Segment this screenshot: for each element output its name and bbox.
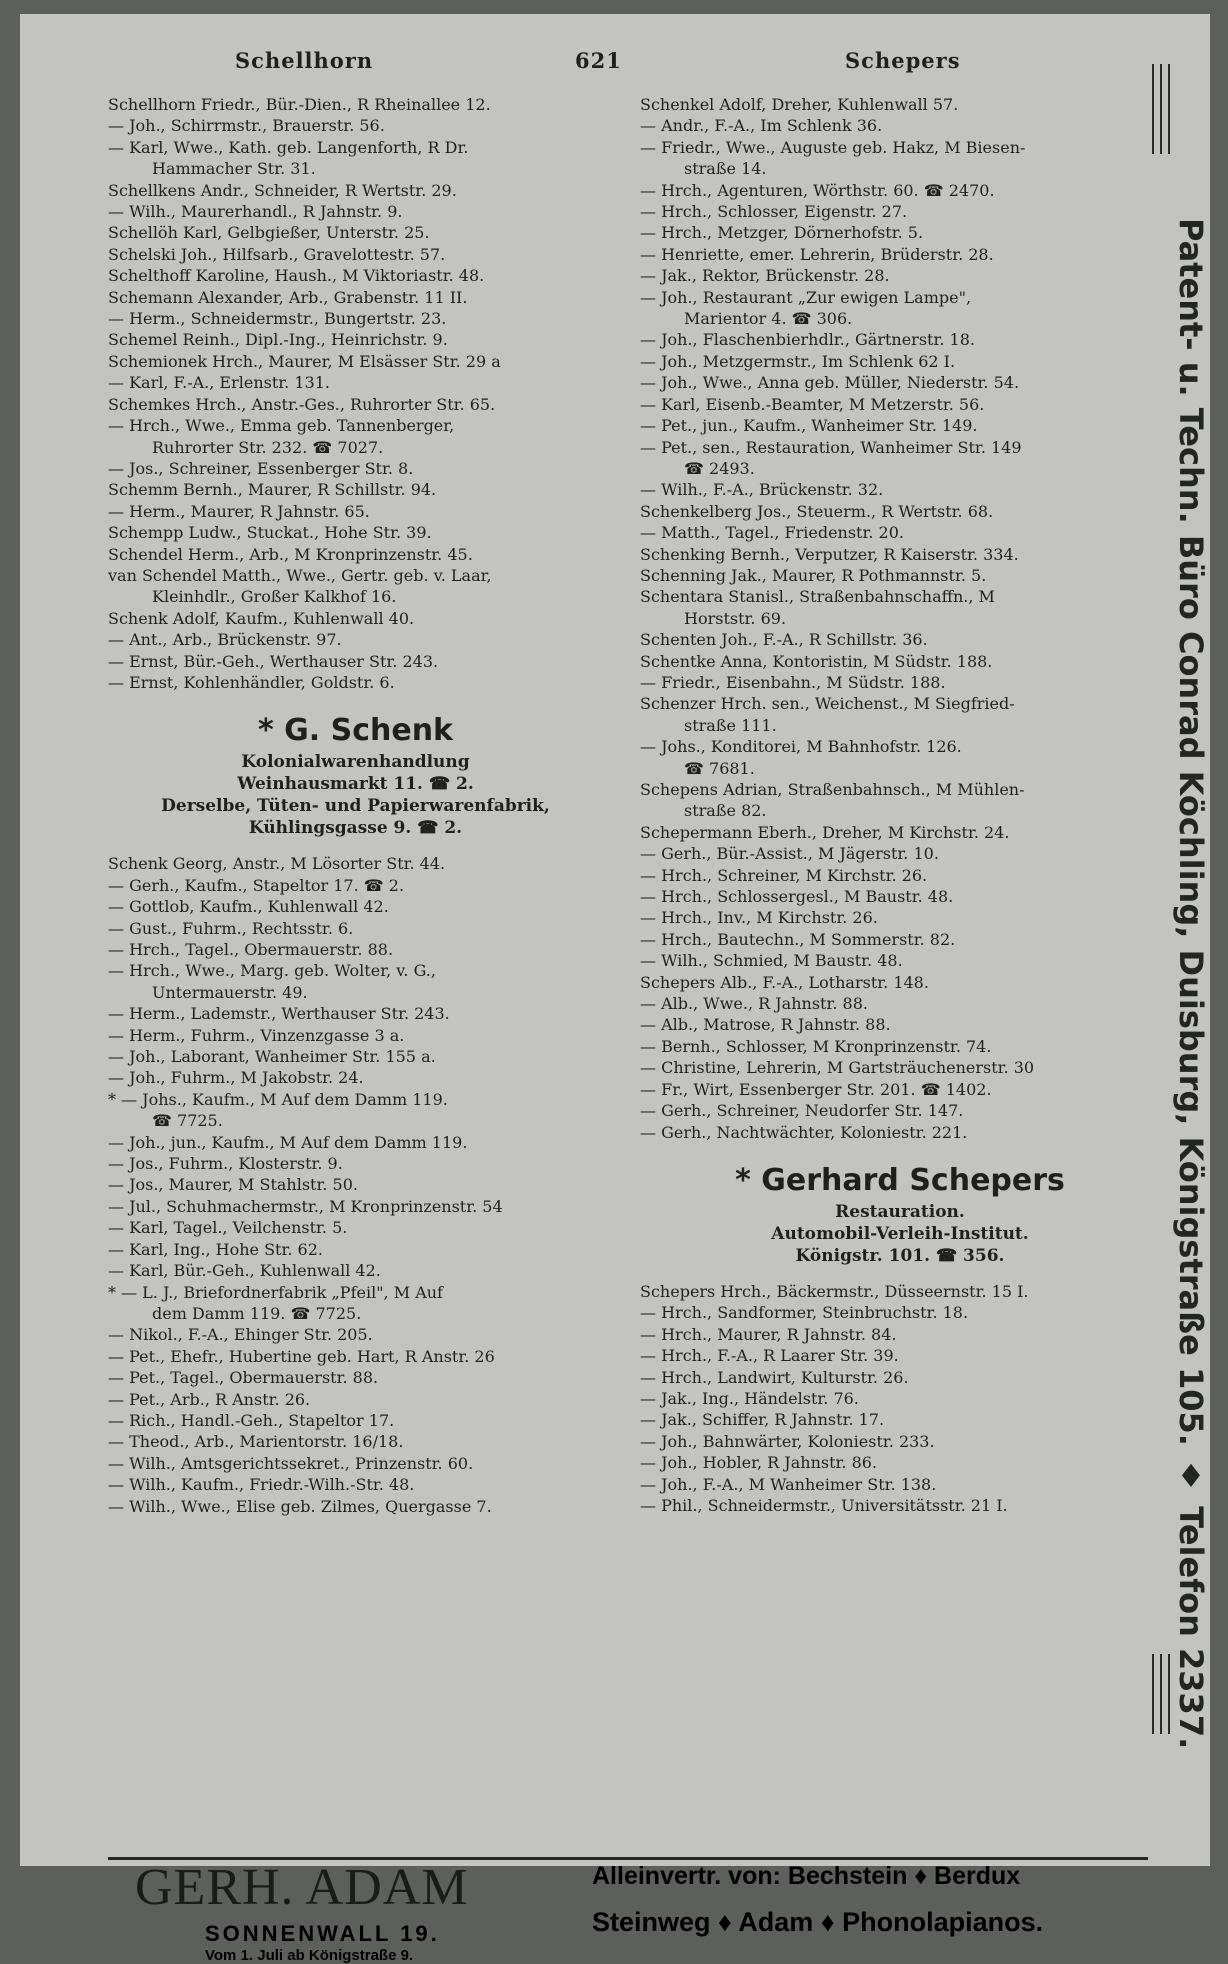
directory-entry: — Phil., Schneidermstr., Universitätsstr. 21 I.	[640, 1495, 1008, 1515]
sidebar-advertisement: Patent- u. Techn. Büro Conrad Köchling, Duisburg, Königstraße 105. ♦ Telefon 2337.	[1172, 218, 1210, 1750]
directory-entry: — Herm., Lademstr., Werthauser Str. 243.	[108, 1004, 450, 1024]
directory-entry: Schempp Ludw., Stuckat., Hohe Str. 39.	[108, 523, 432, 543]
sidebar-rule	[1152, 64, 1154, 154]
directory-entry: — Hrch., Inv., M Kirchstr. 26.	[640, 908, 878, 928]
directory-entry: — Christine, Lehrerin, M Gartsträuchenerstr. 30	[640, 1058, 1035, 1078]
directory-entry: — Friedr., Eisenbahn., M Südstr. 188.	[640, 672, 946, 692]
directory-entry: — Hrch., Maurer, R Jahnstr. 84.	[640, 1324, 897, 1344]
directory-entry: Schenkel Adolf, Dreher, Kuhlenwall 57.	[640, 95, 959, 114]
directory-entry: Horststr. 69.	[684, 608, 787, 628]
left-entries-part-2	[108, 853, 603, 1517]
right-entries-part-2	[640, 1281, 1160, 1516]
directory-entry: — Hrch., Sandformer, Steinbruchstr. 18.	[640, 1303, 969, 1323]
footer-advert-left	[135, 1858, 595, 1964]
directory-entry: Schemm Bernh., Maurer, R Schillstr. 94.	[108, 480, 437, 500]
directory-entry: Schenk Adolf, Kaufm., Kuhlenwall 40.	[108, 608, 415, 628]
directory-entry: — Joh., Metzgermstr., Im Schlenk 62 I.	[640, 351, 956, 371]
directory-entry: — Hrch., Schlosser, Eigenstr. 27.	[640, 202, 908, 222]
ad-schenk-line: Kolonialwarenhandlung	[241, 752, 470, 773]
directory-entry: — Joh., Schirrmstr., Brauerstr. 56.	[108, 116, 385, 136]
footer-address: SONNENWALL 19.	[205, 1921, 440, 1946]
directory-entry: Schenkelberg Jos., Steuerm., R Wertstr. 68.	[640, 501, 994, 521]
footer-note: Vom 1. Juli ab Königstraße 9.	[205, 1947, 414, 1964]
directory-entry: — Karl, Bür.-Geh., Kuhlenwall 42.	[108, 1261, 381, 1281]
directory-entry: — Hrch., Schlossergesl., M Baustr. 48.	[640, 887, 954, 907]
directory-entry: Schellöh Karl, Gelbgießer, Unterstr. 25.	[108, 223, 430, 243]
directory-entry: — Joh., F.-A., M Wanheimer Str. 138.	[640, 1474, 937, 1494]
directory-entry: Kleinhdlr., Großer Kalkhof 16.	[152, 587, 397, 607]
directory-entry: — Jos., Schreiner, Essenberger Str. 8.	[108, 458, 414, 478]
ad-schepers-line: Königstr. 101. ☎ 356.	[795, 1245, 1005, 1266]
left-column	[108, 94, 603, 1517]
right-column	[640, 94, 1160, 1516]
page-number: 621	[575, 48, 622, 73]
directory-entry: Schendel Herm., Arb., M Kronprinzenstr. 45.	[108, 544, 473, 564]
sidebar-rule	[1168, 64, 1170, 154]
directory-entry: Schepers Hrch., Bäckermstr., Düsseernstr. 15 I.	[640, 1281, 1029, 1301]
directory-entry: dem Damm 119. ☎ 7725.	[152, 1303, 362, 1323]
directory-entry: Schentke Anna, Kontoristin, M Südstr. 188.	[640, 651, 993, 671]
directory-entry: — Hrch., Wwe., Marg. geb. Wolter, v. G.,	[108, 961, 436, 981]
directory-entry: — Rich., Handl.-Geh., Stapeltor 17.	[108, 1410, 395, 1430]
directory-entry: ☎ 2493.	[684, 458, 755, 478]
directory-entry: — Fr., Wirt, Essenberger Str. 201. ☎ 1402.	[640, 1079, 992, 1099]
header-right-name: Schepers	[845, 48, 961, 73]
directory-entry: — Joh., Laborant, Wanheimer Str. 155 a.	[108, 1047, 436, 1067]
ad-schepers	[640, 1161, 1160, 1267]
directory-entry: — Karl, Eisenb.-Beamter, M Metzerstr. 56.	[640, 394, 985, 414]
directory-entry: — Gerh., Kaufm., Stapeltor 17. ☎ 2.	[108, 875, 405, 895]
directory-entry: — Jul., Schuhmachermstr., M Kronprinzenstr. 54	[108, 1196, 503, 1216]
directory-entry: — Gerh., Nachtwächter, Koloniestr. 221.	[640, 1122, 968, 1142]
directory-entry: — Joh., Wwe., Anna geb. Müller, Niederstr. 54.	[640, 373, 1020, 393]
ad-schenk-line: Derselbe, Tüten- und Papierwarenfabrik,	[161, 796, 550, 817]
directory-entry: — Johs., Konditorei, M Bahnhofstr. 126.	[640, 737, 962, 757]
sidebar-rule	[1160, 1654, 1162, 1734]
directory-entry: — Wilh., F.-A., Brückenstr. 32.	[640, 480, 884, 500]
directory-entry: Marientor 4. ☎ 306.	[684, 309, 853, 329]
directory-entry: Schenking Bernh., Verputzer, R Kaiserstr. 334.	[640, 544, 1019, 564]
directory-entry: — Karl, F.-A., Erlenstr. 131.	[108, 373, 330, 393]
directory-entry: — Gerh., Schreiner, Neudorfer Str. 147.	[640, 1101, 964, 1121]
directory-entry: Schellkens Andr., Schneider, R Wertstr. 29.	[108, 180, 457, 200]
sidebar-rule	[1152, 1654, 1154, 1734]
ad-schepers-title: * Gerhard Schepers	[735, 1162, 1065, 1198]
directory-entry: — Wilh., Maurerhandl., R Jahnstr. 9.	[108, 202, 403, 222]
directory-entry: — Pet., sen., Restauration, Wanheimer Str. 149	[640, 437, 1022, 457]
directory-entry: Schellhorn Friedr., Bür.-Dien., R Rheinallee 12.	[108, 95, 491, 114]
directory-entry: — Wilh., Wwe., Elise geb. Zilmes, Quergasse 7.	[108, 1496, 492, 1516]
directory-entry: straße 14.	[684, 159, 767, 179]
directory-entry: — Pet., Tagel., Obermauerstr. 88.	[108, 1368, 379, 1388]
directory-entry: — Joh., Hobler, R Jahnstr. 86.	[640, 1453, 878, 1473]
directory-entry: — Wilh., Schmied, M Baustr. 48.	[640, 951, 903, 971]
left-entries-part-1	[108, 94, 603, 693]
directory-entry: Schelthoff Karoline, Haush., M Viktoriastr. 48.	[108, 266, 485, 286]
directory-entry: — Pet., jun., Kaufm., Wanheimer Str. 149.	[640, 416, 978, 436]
directory-entry: — Herm., Fuhrm., Vinzenzgasse 3 a.	[108, 1025, 405, 1045]
directory-entry: — Friedr., Wwe., Auguste geb. Hakz, M Biesen-	[640, 137, 1026, 157]
directory-entry: — Matth., Tagel., Friedenstr. 20.	[640, 523, 904, 543]
directory-entry: — Jos., Maurer, M Stahlstr. 50.	[108, 1175, 358, 1195]
directory-entry: — Gottlob, Kaufm., Kuhlenwall 42.	[108, 897, 389, 917]
directory-entry: — Bernh., Schlosser, M Kronprinzenstr. 74.	[640, 1036, 992, 1056]
directory-entry: — Pet., Ehefr., Hubertine geb. Hart, R Anstr. 26	[108, 1346, 495, 1366]
directory-entry: — Henriette, emer. Lehrerin, Brüderstr. 28.	[640, 244, 994, 264]
footer-company: GERH. ADAM	[135, 1859, 469, 1916]
directory-entry: — Hrch., Landwirt, Kulturstr. 26.	[640, 1367, 909, 1387]
right-entries-part-1	[640, 94, 1160, 1143]
directory-entry: — Hrch., Tagel., Obermauerstr. 88.	[108, 940, 394, 959]
directory-entry: — Hrch., Agenturen, Wörthstr. 60. ☎ 2470.	[640, 180, 995, 200]
directory-entry: — Joh., Fuhrm., M Jakobstr. 24.	[108, 1068, 364, 1088]
directory-entry: — Wilh., Kaufm., Friedr.-Wilh.-Str. 48.	[108, 1475, 415, 1495]
ad-schenk	[108, 711, 603, 839]
footer-advert-right	[592, 1862, 1152, 1938]
directory-entry: — Joh., Flaschenbierhdlr., Gärtnerstr. 18.	[640, 330, 975, 350]
directory-entry: Schemann Alexander, Arb., Grabenstr. 11 II.	[108, 287, 468, 307]
footer-brands: Steinweg ♦ Adam ♦ Phonolapianos.	[592, 1907, 1044, 1937]
directory-entry: Schepers Alb., F.-A., Lotharstr. 148.	[640, 972, 929, 992]
directory-entry: Schenten Joh., F.-A., R Schillstr. 36.	[640, 630, 928, 650]
directory-page	[20, 14, 1210, 1866]
directory-entry: — Karl, Ing., Hohe Str. 62.	[108, 1239, 323, 1259]
directory-entry: Ruhrorter Str. 232. ☎ 7027.	[152, 437, 384, 457]
directory-entry: Schenk Georg, Anstr., M Lösorter Str. 44.	[108, 854, 446, 874]
directory-entry: straße 111.	[684, 715, 777, 735]
directory-entry: — Herm., Schneidermstr., Bungertstr. 23.	[108, 309, 447, 329]
directory-entry: Schenning Jak., Maurer, R Pothmannstr. 5.	[640, 565, 987, 585]
directory-entry: Schemel Reinh., Dipl.-Ing., Heinrichstr. 9.	[108, 330, 448, 350]
directory-entry: Schepens Adrian, Straßenbahnsch., M Mühlen-	[640, 780, 1025, 799]
directory-entry: * — Johs., Kaufm., M Auf dem Damm 119.	[108, 1089, 448, 1109]
ad-schenk-title: * G. Schenk	[258, 713, 453, 749]
directory-entry: straße 82.	[684, 801, 767, 821]
directory-entry: — Theod., Arb., Marientorstr. 16/18.	[108, 1432, 404, 1452]
directory-entry: — Andr., F.-A., Im Schlenk 36.	[640, 116, 883, 136]
directory-entry: — Karl, Tagel., Veilchenstr. 5.	[108, 1218, 348, 1238]
directory-entry: Schemkes Hrch., Anstr.-Ges., Ruhrorter Str. 65.	[108, 394, 496, 414]
directory-entry: — Hrch., Wwe., Emma geb. Tannenberger,	[108, 416, 455, 436]
directory-entry: Schelski Joh., Hilfsarb., Gravelottestr. 57.	[108, 244, 446, 264]
directory-entry: — Joh., Restaurant „Zur ewigen Lampe",	[640, 287, 972, 307]
directory-entry: Hammacher Str. 31.	[152, 159, 316, 179]
directory-entry: Untermauerstr. 49.	[152, 982, 308, 1002]
directory-entry: — Hrch., Metzger, Dörnerhofstr. 5.	[640, 223, 924, 243]
directory-entry: — Ant., Arb., Brückenstr. 97.	[108, 630, 342, 650]
ad-schepers-line: Restauration.	[835, 1201, 965, 1222]
directory-entry: Schemionek Hrch., Maurer, M Elsässer Str. 29 a	[108, 351, 501, 371]
directory-entry: — Herm., Maurer, R Jahnstr. 65.	[108, 501, 370, 521]
directory-entry: — Hrch., F.-A., R Laarer Str. 39.	[640, 1346, 899, 1366]
sidebar-rule	[1160, 64, 1162, 154]
directory-entry: — Hrch., Bautechn., M Sommerstr. 82.	[640, 929, 956, 949]
directory-entry: — Alb., Matrose, R Jahnstr. 88.	[640, 1015, 891, 1035]
directory-entry: — Ernst, Bür.-Geh., Werthauser Str. 243.	[108, 651, 439, 671]
directory-entry: van Schendel Matth., Wwe., Gertr. geb. v. Laar,	[108, 565, 492, 585]
ad-schenk-line: Kühlingsgasse 9. ☎ 2.	[248, 818, 463, 839]
directory-entry: — Jak., Schiffer, R Jahnstr. 17.	[640, 1410, 885, 1430]
footer-agency: Alleinvertr. von: Bechstein ♦ Berdux	[592, 1862, 1021, 1890]
directory-entry: Schenzer Hrch. sen., Weichenst., M Siegfried-	[640, 694, 1015, 714]
directory-entry: — Karl, Wwe., Kath. geb. Langenforth, R Dr.	[108, 137, 469, 157]
directory-entry: Schentara Stanisl., Straßenbahnschaffn., M	[640, 587, 995, 607]
directory-entry: ☎ 7725.	[152, 1111, 223, 1131]
directory-entry: — Gerh., Bür.-Assist., M Jägerstr. 10.	[640, 844, 939, 864]
directory-entry: — Ernst, Kohlenhändler, Goldstr. 6.	[108, 672, 395, 692]
directory-entry: — Jak., Ing., Händelstr. 76.	[640, 1388, 859, 1408]
directory-entry: — Nikol., F.-A., Ehinger Str. 205.	[108, 1325, 373, 1345]
directory-entry: — Pet., Arb., R Anstr. 26.	[108, 1389, 311, 1409]
directory-entry: — Gust., Fuhrm., Rechtsstr. 6.	[108, 918, 354, 938]
directory-entry: — Hrch., Schreiner, M Kirchstr. 26.	[640, 865, 928, 885]
directory-entry: — Alb., Wwe., R Jahnstr. 88.	[640, 994, 868, 1014]
directory-entry: — Jos., Fuhrm., Klosterstr. 9.	[108, 1154, 343, 1174]
directory-entry: * — L. J., Briefordnerfabrik „Pfeil", M Auf	[108, 1282, 443, 1302]
directory-entry: ☎ 7681.	[684, 758, 755, 778]
ad-schepers-line: Automobil-Verleih-Institut.	[771, 1223, 1029, 1244]
directory-entry: — Jak., Rektor, Brückenstr. 28.	[640, 266, 890, 286]
sidebar-rule	[1168, 1654, 1170, 1734]
directory-entry: — Joh., jun., Kaufm., M Auf dem Damm 119.	[108, 1132, 468, 1152]
directory-entry: Schepermann Eberh., Dreher, M Kirchstr. 24.	[640, 822, 1010, 842]
ad-schenk-line: Weinhausmarkt 11. ☎ 2.	[237, 774, 474, 795]
header-left-name: Schellhorn	[235, 48, 374, 73]
directory-entry: — Wilh., Amtsgerichtssekret., Prinzenstr. 60.	[108, 1453, 474, 1473]
directory-entry: — Joh., Bahnwärter, Koloniestr. 233.	[640, 1431, 935, 1451]
